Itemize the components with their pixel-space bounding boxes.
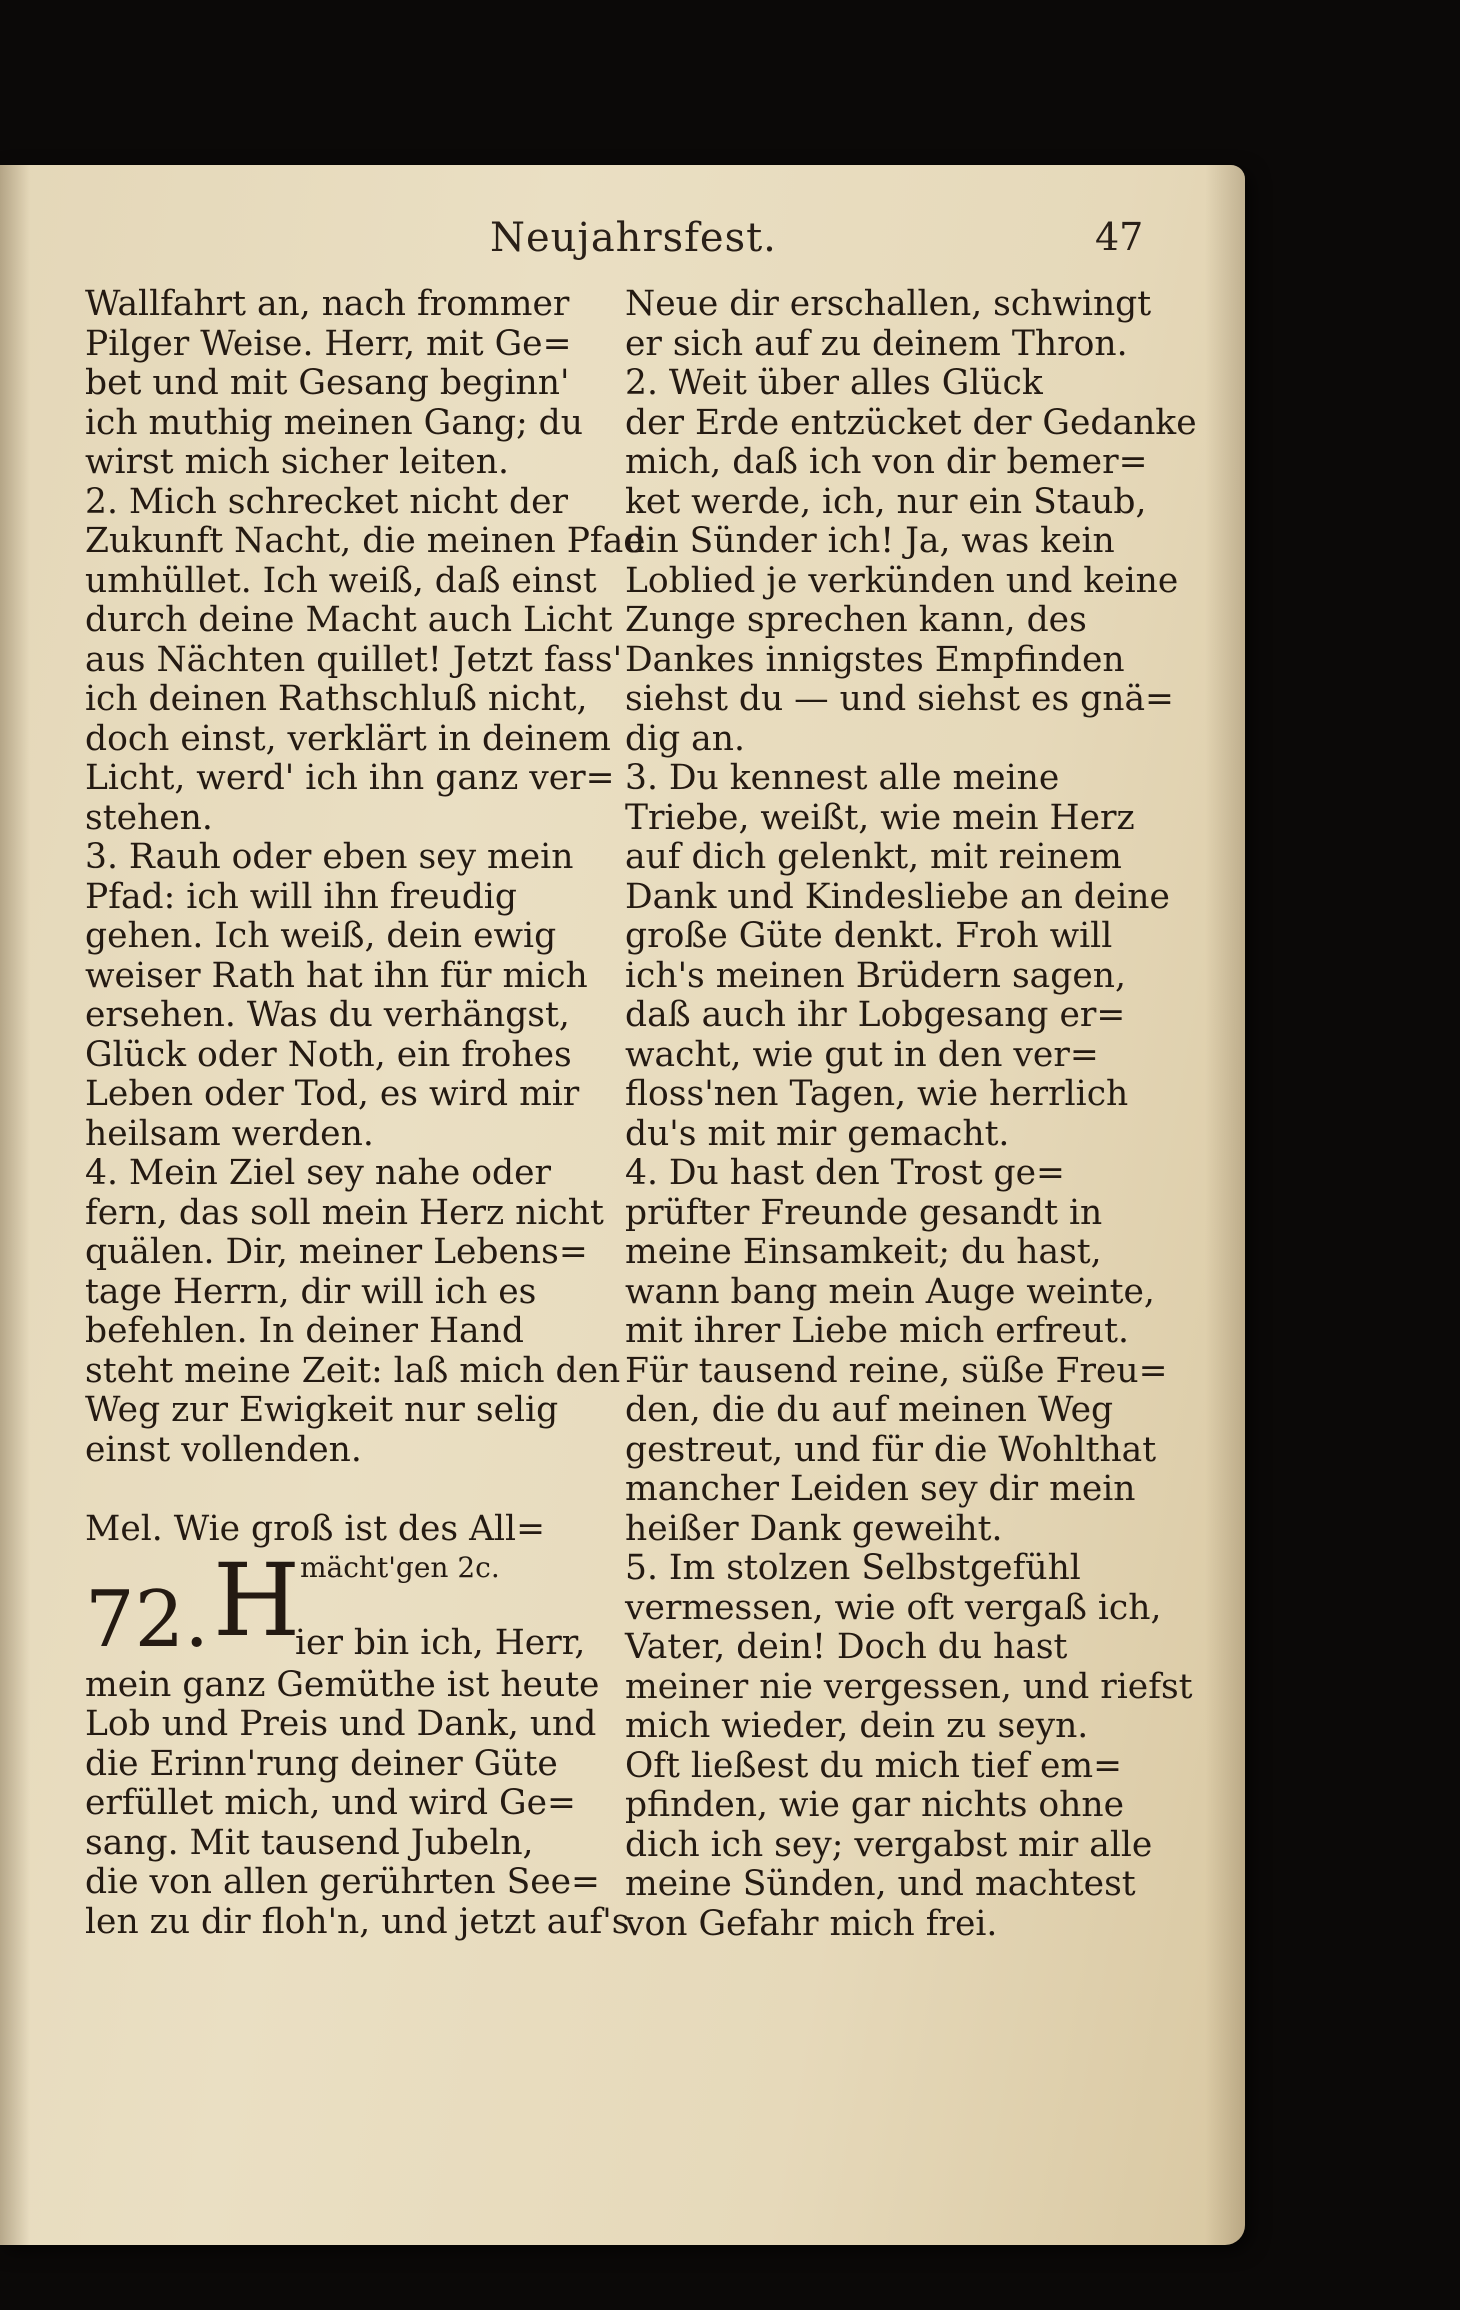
- text-line: meiner nie vergessen, und riefst: [625, 1666, 1193, 1707]
- book-page: [0, 165, 1245, 2245]
- text-line: mich, daß ich von dir bemer=: [625, 442, 1148, 482]
- text-line: vermessen, wie oft vergaß ich,: [625, 1587, 1162, 1628]
- text-line: steht meine Zeit: laß mich den: [85, 1350, 621, 1391]
- text-line: Neue dir erschallen, schwingt: [625, 284, 1152, 324]
- text-line: mancher Leiden sey dir mein: [625, 1469, 1136, 1509]
- text-line: tage Herrn, dir will ich es: [85, 1271, 537, 1312]
- text-line: heilsam werden.: [85, 1113, 374, 1154]
- text-line: Dankes innigstes Empfinden: [625, 639, 1125, 680]
- text-line: 4. Mein Ziel sey nahe oder: [85, 1153, 552, 1193]
- left-column: [85, 284, 646, 1942]
- text-line: 3. Du kennest alle meine: [625, 758, 1060, 798]
- text-line: ich's meinen Brüdern sagen,: [625, 955, 1126, 996]
- text-line: mein ganz Gemüthe ist heute: [85, 1664, 600, 1705]
- text-line: meine Sünden, und machtest: [625, 1864, 1136, 1904]
- text-line: ein Sünder ich! Ja, was kein: [625, 521, 1115, 561]
- text-line: stehen.: [85, 797, 213, 838]
- text-line: daß auch ihr Lobgesang er=: [625, 995, 1126, 1035]
- text-line: ich muthig meinen Gang; du: [85, 402, 583, 443]
- text-line: sang. Mit tausend Jubeln,: [85, 1822, 534, 1863]
- text-line: gehen. Ich weiß, dein ewig: [85, 916, 557, 956]
- text-line: die von allen gerührten See=: [85, 1862, 600, 1902]
- text-line: quälen. Dir, meiner Lebens=: [85, 1232, 588, 1272]
- left-column-verses: [85, 284, 646, 1470]
- text-line: Lob und Preis und Dank, und: [85, 1704, 597, 1744]
- text-line: Für tausend reine, süße Freu=: [625, 1350, 1168, 1391]
- text-line: weiser Rath hat ihn für mich: [85, 955, 588, 996]
- text-line: Pilger Weise. Herr, mit Ge=: [85, 323, 572, 364]
- text-line: wacht, wie gut in den ver=: [625, 1034, 1099, 1075]
- text-line: floss'nen Tagen, wie herrlich: [625, 1074, 1129, 1114]
- text-line: er sich auf zu deinem Thron.: [625, 323, 1128, 364]
- text-line: wann bang mein Auge weinte,: [625, 1271, 1155, 1312]
- text-line: durch deine Macht auch Licht: [85, 600, 613, 640]
- text-line: pfinden, wie gar nichts ohne: [625, 1785, 1124, 1825]
- page-gutter-shadow: [0, 165, 30, 2245]
- text-line: mit ihrer Liebe mich erfreut.: [625, 1311, 1129, 1351]
- text-line: gestreut, und für die Wohlthat: [625, 1429, 1157, 1470]
- text-line: siehst du — und siehst es gnä=: [625, 679, 1174, 719]
- text-line: Licht, werd' ich ihn ganz ver=: [85, 758, 615, 798]
- text-line: Zunge sprechen kann, des: [625, 600, 1087, 640]
- text-line: Weg zur Ewigkeit nur selig: [85, 1390, 559, 1430]
- hymn-first-line: ier bin ich, Herr,: [295, 1622, 586, 1663]
- text-line: erfüllet mich, und wird Ge=: [85, 1783, 576, 1823]
- text-line: Pfad: ich will ihn freudig: [85, 876, 517, 917]
- hymn-separator: [85, 1470, 595, 1510]
- text-line: 3. Rauh oder eben sey mein: [85, 837, 574, 877]
- right-column: [625, 284, 1197, 1944]
- text-line: wirst mich sicher leiten.: [85, 442, 509, 482]
- text-line: ket werde, ich, nur ein Staub,: [625, 481, 1147, 522]
- text-line: große Güte denkt. Froh will: [625, 916, 1113, 956]
- page-number: 47: [1095, 215, 1144, 259]
- text-line: Zukunft Nacht, die meinen Pfad: [85, 521, 646, 561]
- text-line: Vater, dein! Doch du hast: [625, 1627, 1068, 1667]
- text-line: meine Einsamkeit; du hast,: [625, 1232, 1102, 1272]
- page-edge-shadow: [1205, 165, 1245, 2245]
- text-line: Loblied je verkünden und keine: [625, 560, 1179, 601]
- text-line: ich deinen Rathschluß nicht,: [85, 679, 588, 719]
- text-line: du's mit mir gemacht.: [625, 1113, 1010, 1154]
- text-line: bet und mit Gesang beginn': [85, 363, 570, 403]
- text-line: einst vollenden.: [85, 1429, 362, 1470]
- text-line: prüfter Freunde gesandt in: [625, 1192, 1103, 1233]
- text-line: ersehen. Was du verhängst,: [85, 995, 570, 1035]
- text-line: den, die du auf meinen Weg: [625, 1390, 1114, 1430]
- text-line: der Erde entzücket der Gedanke: [625, 402, 1197, 443]
- text-line: mich wieder, dein zu seyn.: [625, 1706, 1089, 1746]
- melody-reference-continued: mächt'gen 2c.: [300, 1550, 500, 1584]
- text-line: die Erinn'rung deiner Güte: [85, 1743, 558, 1784]
- text-line: 2. Mich schrecket nicht der: [85, 481, 568, 522]
- text-line: doch einst, verklärt in deinem: [85, 718, 611, 759]
- text-line: Leben oder Tod, es wird mir: [85, 1074, 580, 1114]
- text-line: befehlen. In deiner Hand: [85, 1311, 524, 1351]
- text-line: heißer Dank geweiht.: [625, 1508, 1003, 1549]
- text-line: umhüllet. Ich weiß, daß einst: [85, 560, 597, 601]
- text-line: Glück oder Noth, ein frohes: [85, 1034, 572, 1075]
- text-line: 4. Du hast den Trost ge=: [625, 1153, 1065, 1193]
- hymn-number: 72.: [85, 1574, 210, 1665]
- text-line: dig an.: [625, 718, 745, 759]
- drop-cap-initial: H: [213, 1541, 301, 1659]
- text-line: fern, das soll mein Herz nicht: [85, 1192, 604, 1233]
- text-line: 2. Weit über alles Glück: [625, 363, 1043, 403]
- text-line: von Gefahr mich frei.: [625, 1903, 998, 1944]
- text-line: Dank und Kindesliebe an deine: [625, 876, 1170, 917]
- text-line: dich ich sey; vergabst mir alle: [625, 1824, 1153, 1865]
- text-line: len zu dir floh'n, und jetzt auf's: [85, 1901, 630, 1942]
- hymn-72-text: [85, 1664, 630, 1943]
- running-title: Neujahrsfest.: [490, 215, 777, 261]
- text-line: aus Nächten quillet! Jetzt fass': [85, 639, 623, 680]
- text-line: Oft ließest du mich tief em=: [625, 1745, 1122, 1786]
- running-head: [0, 215, 1245, 275]
- right-column-verses: [625, 284, 1197, 1944]
- text-line: Wallfahrt an, nach frommer: [85, 284, 570, 324]
- text-line: Triebe, weißt, wie mein Herz: [625, 797, 1135, 838]
- text-line: auf dich gelenkt, mit reinem: [625, 837, 1122, 877]
- melody-reference: Mel. Wie groß ist des All=: [85, 1509, 545, 1549]
- text-line: 5. Im stolzen Selbstgefühl: [625, 1548, 1081, 1588]
